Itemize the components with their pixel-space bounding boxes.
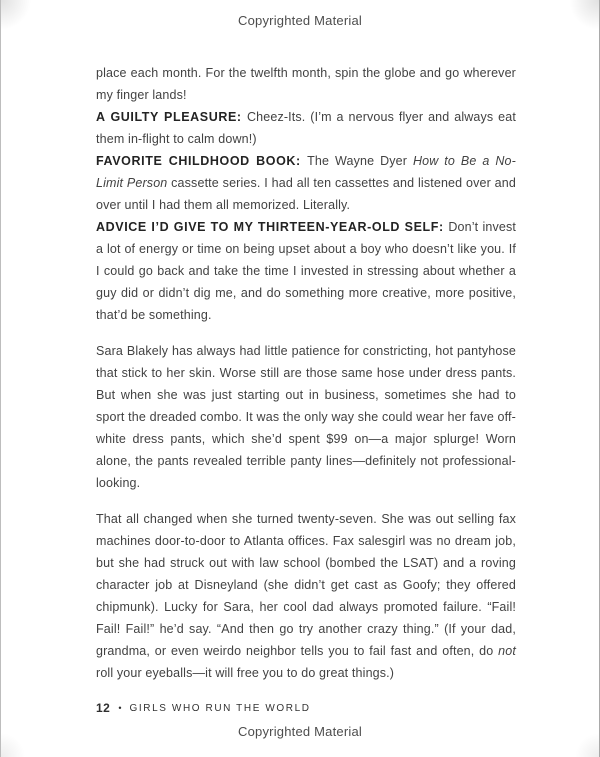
paragraph-lead-in: A GUILTY PLEASURE: [96, 110, 247, 124]
text-segment: not [498, 644, 516, 658]
paragraph-advice-to-self [96, 216, 516, 326]
text-segment: cassette series. I had all ten cassettes and listened over and over until I had them all memorized. Literally. [96, 176, 516, 212]
text-segment: roll your eyeballs—it will free you to do great things.) [96, 666, 395, 680]
text-segment: place each month. For the twelfth month, spin the globe and go wherever my finger lands! [96, 66, 516, 102]
copyright-notice-bottom: Copyrighted Material [238, 724, 362, 739]
paragraph-lead-in: FAVORITE CHILDHOOD BOOK: [96, 154, 308, 168]
text-segment: That all changed when she turned twenty-seven. She was out selling fax machines door-to-door to Atlanta offices. Fax salesgirl was no dream job, but she had struck out with law school (bombed the LSAT) and a roving character job at Disneyland (she didn’t get cast as Goofy; they offered chipmunk). Lucky for Sara, her cool dad always promoted failure. “Fail! Fail! Fail!” he’d say. “And then go try another crazy thing.” (If your dad, grandma, or even weirdo neighbor tells you to fail fast and often, do [96, 512, 516, 658]
text-segment: The Wayne Dyer [307, 154, 413, 168]
text-segment: Don’t invest a lot of energy or time on being upset about a boy who doesn’t like you. If I could go back and take the time I invested in stressing about whether a guy did or didn’t dig me, and do something more creative, more positive, that’d be something. [96, 220, 517, 322]
page-number: 12 [96, 701, 111, 715]
paragraph-fax-sales-story [96, 508, 516, 684]
text-segment: How to Be a No-Limit Person [96, 154, 516, 190]
footer-bullet-separator: • [118, 703, 122, 713]
text-segment: Sara Blakely has always had little patience for constricting, hot pantyhose that stick to her skin. Worse still are those same hose under dress pants. But when she was just starting out in business, sometimes she had to sport the dreaded combo. It was the only way she could wear her fave off-white dress pants, which she’d spent $99 on—a major splurge! Worn alone, the pants revealed terrible panty lines—definitely not professional-looking. [96, 344, 516, 490]
paragraph-guilty-pleasure [96, 106, 516, 150]
copyright-notice-top: Copyrighted Material [238, 13, 362, 28]
paragraph-intro-continued [96, 62, 516, 106]
paragraph-favorite-childhood-book [96, 150, 516, 216]
page-footer [96, 701, 311, 715]
paragraph-sara-blakely-intro [96, 340, 516, 494]
text-segment: Cheez-Its. (I’m a nervous flyer and always eat them in-flight to calm down!) [96, 110, 516, 146]
paragraph-lead-in: ADVICE I’D GIVE TO MY THIRTEEN-YEAR-OLD SELF: [96, 220, 449, 234]
running-head-book-title: GIRLS WHO RUN THE WORLD [129, 702, 311, 714]
page-body [96, 62, 516, 684]
